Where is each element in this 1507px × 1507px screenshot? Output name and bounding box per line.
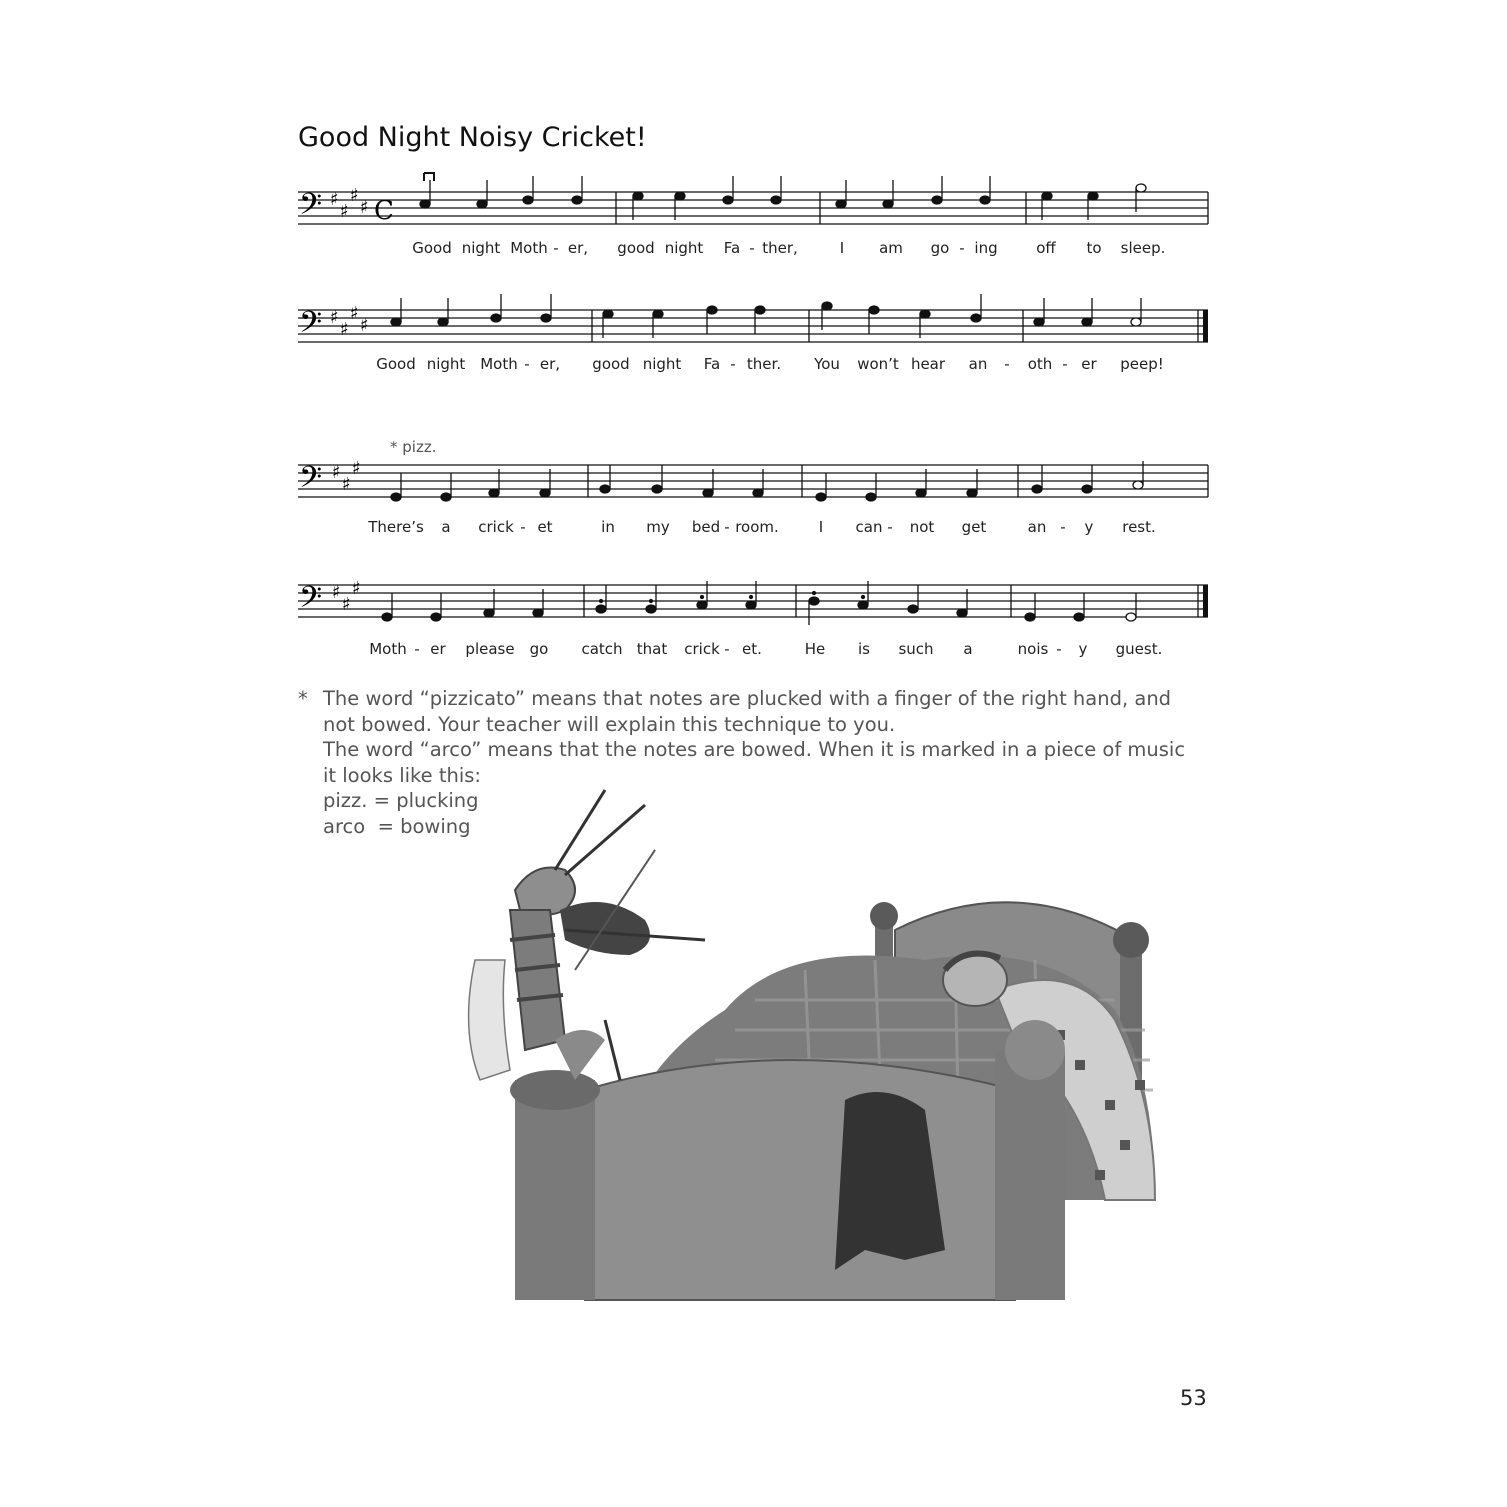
lyric-syllable: Fa <box>723 239 741 257</box>
lyric-syllable: - <box>724 518 730 536</box>
footnote-line: The word “pizzicato” means that notes are plucked with a finger of the right hand, and <box>323 687 1172 710</box>
lyric-syllable: Moth <box>480 355 518 373</box>
lyric-syllable: not <box>909 518 935 536</box>
lyric-syllable: sleep. <box>1120 239 1166 257</box>
lyric-syllable: er <box>1081 355 1097 373</box>
staff-2-notation <box>296 293 1210 353</box>
lyric-syllable: is <box>858 640 870 658</box>
staff-1-notation <box>296 175 1210 235</box>
lyric-syllable: night <box>461 239 501 257</box>
lyric-syllable: crick <box>478 518 514 536</box>
lyric-syllable: get <box>961 518 987 536</box>
svg-text:𝄢: 𝄢 <box>299 188 323 229</box>
svg-text:𝄢: 𝄢 <box>299 581 323 622</box>
lyric-syllable: night <box>426 355 466 373</box>
lyric-syllable: go <box>529 640 549 658</box>
lyric-syllable: I <box>839 239 845 257</box>
lyric-syllable: good <box>592 355 630 373</box>
staff-system-1 <box>296 175 1210 275</box>
staff-4-notation <box>296 575 1210 635</box>
lyric-syllable: an <box>968 355 988 373</box>
lyric-syllable: won’t <box>857 355 899 373</box>
staff-system-3 <box>296 455 1210 555</box>
svg-text:♯: ♯ <box>330 307 339 328</box>
lyric-syllable: room. <box>735 518 779 536</box>
lyric-syllable: night <box>664 239 704 257</box>
bass-clef-icon <box>299 188 322 229</box>
lyric-syllable: - <box>553 239 559 257</box>
lyric-syllable: I <box>818 518 824 536</box>
lyric-syllable: an <box>1027 518 1047 536</box>
lyric-syllable: good <box>617 239 655 257</box>
svg-text:𝄢: 𝄢 <box>299 306 323 347</box>
svg-text:♯: ♯ <box>350 303 359 324</box>
lyric-syllable: - <box>887 518 893 536</box>
lyric-syllable: Moth <box>510 239 548 257</box>
svg-text:♯: ♯ <box>342 594 351 615</box>
bass-clef-icon <box>299 306 322 347</box>
lyric-syllable: peep! <box>1120 355 1164 373</box>
lyric-syllable: y <box>1084 518 1094 536</box>
lyric-syllable: nois <box>1017 640 1049 658</box>
svg-text:♯: ♯ <box>332 462 341 483</box>
lyric-syllable: - <box>524 355 530 373</box>
lyric-syllable: ing <box>974 239 998 257</box>
svg-text:♯: ♯ <box>360 315 369 336</box>
lyric-syllable: er, <box>539 355 561 373</box>
page-number: 53 <box>1180 1386 1207 1410</box>
lyric-syllable: et <box>537 518 553 536</box>
lyric-syllable: - <box>520 518 526 536</box>
footnote-line: The word “arco” means that the notes are bowed. When it is marked in a piece of music <box>323 738 1186 762</box>
staff-system-4 <box>296 575 1210 675</box>
lyric-syllable: hear <box>910 355 946 373</box>
lyric-syllable: - <box>414 640 420 658</box>
cricket-bed-illustration <box>455 780 1175 1310</box>
lyric-syllable: catch <box>581 640 623 658</box>
lyric-syllable: ther. <box>746 355 782 373</box>
lyric-syllable: Fa <box>703 355 721 373</box>
pizz-marking: * pizz. <box>390 438 437 456</box>
lyric-syllable: can <box>855 518 883 536</box>
lyric-syllable: a <box>963 640 973 658</box>
lyric-syllable: er <box>430 640 446 658</box>
down-bow-icon <box>424 173 434 181</box>
svg-text:♯: ♯ <box>350 185 359 206</box>
footnote-line: not bowed. Your teacher will explain this technique to you. <box>323 712 896 736</box>
footnote-marker: * <box>298 687 308 710</box>
lyric-syllable: y <box>1078 640 1088 658</box>
bass-clef-icon <box>299 581 322 622</box>
lyric-syllable: guest. <box>1115 640 1163 658</box>
lyric-syllable: that <box>636 640 668 658</box>
staff-system-2 <box>296 293 1210 393</box>
lyric-syllable: - <box>1062 355 1068 373</box>
lyric-syllable: in <box>601 518 615 536</box>
footnote-line: it looks like this: <box>323 763 481 787</box>
svg-text:♯: ♯ <box>342 474 351 495</box>
lyric-syllable: - <box>1060 518 1066 536</box>
final-barline <box>1203 585 1208 617</box>
svg-text:♯: ♯ <box>340 201 349 222</box>
lyric-syllable: to <box>1086 239 1102 257</box>
svg-text:𝄢: 𝄢 <box>299 461 323 502</box>
lyric-syllable: night <box>642 355 682 373</box>
lyric-syllable: am <box>879 239 903 257</box>
page-title: Good Night Noisy Cricket! <box>298 122 647 153</box>
svg-text:♯: ♯ <box>352 578 361 599</box>
lyric-syllable: You <box>814 355 840 373</box>
lyric-syllable: er, <box>567 239 589 257</box>
footnote-line: arco = bowing <box>323 814 471 838</box>
lyric-syllable: such <box>898 640 934 658</box>
staff-3-notation <box>296 455 1210 515</box>
lyric-syllable: rest. <box>1122 518 1156 536</box>
lyric-syllable: - <box>749 239 755 257</box>
bass-clef-icon <box>299 461 322 502</box>
lyric-syllable: Moth <box>369 640 407 658</box>
lyric-syllable: - <box>1056 640 1062 658</box>
lyric-syllable: ther, <box>762 239 798 257</box>
lyric-syllable: bed <box>691 518 721 536</box>
svg-text:♯: ♯ <box>340 319 349 340</box>
lyric-syllable: et. <box>742 640 762 658</box>
lyric-syllable: off <box>1036 239 1056 257</box>
common-time-icon: C <box>374 196 394 226</box>
lyric-syllable: my <box>646 518 670 536</box>
lyric-syllable: oth <box>1027 355 1053 373</box>
lyric-syllable: - <box>724 640 730 658</box>
lyric-syllable: Good <box>412 239 452 257</box>
lyric-syllable: - <box>730 355 736 373</box>
lyric-syllable: - <box>1004 355 1010 373</box>
lyric-syllable: crick <box>684 640 720 658</box>
lyric-syllable: a <box>441 518 451 536</box>
lyric-syllable: Good <box>376 355 416 373</box>
lyric-syllable: There’s <box>368 518 424 536</box>
final-barline <box>1203 310 1208 342</box>
lyric-syllable: He <box>804 640 826 658</box>
svg-text:♯: ♯ <box>352 458 361 479</box>
svg-text:♯: ♯ <box>332 582 341 603</box>
lyric-syllable: - <box>959 239 965 257</box>
svg-text:♯: ♯ <box>330 189 339 210</box>
svg-text:♯: ♯ <box>360 197 369 218</box>
footnote-line: pizz. = plucking <box>323 789 479 813</box>
lyric-syllable: go <box>930 239 950 257</box>
lyric-syllable: please <box>465 640 515 658</box>
